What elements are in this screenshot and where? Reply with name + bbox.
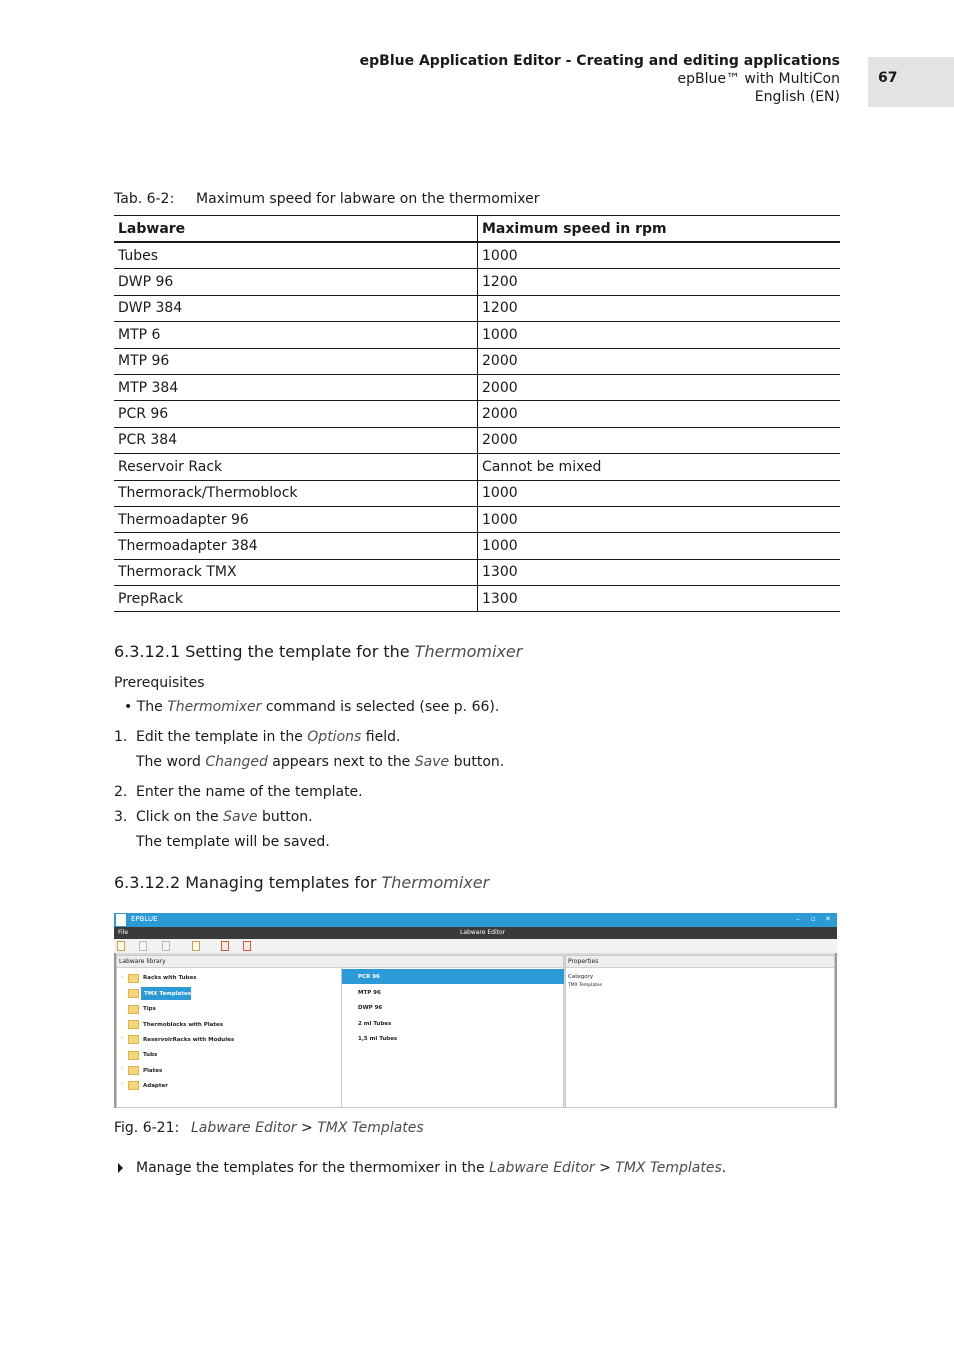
folder-icon: [128, 1081, 139, 1090]
copy-icon[interactable]: [192, 941, 200, 951]
speed-cell: 2000: [478, 374, 841, 400]
app-title-bar: [114, 913, 837, 927]
table-row: [114, 401, 840, 427]
bullet-italic: Thermomixer: [167, 699, 262, 715]
instruction-part: Manage the templates for the thermomixer in the: [136, 1160, 490, 1176]
restore-icon[interactable]: ▫: [811, 915, 816, 923]
menu-bar: [114, 927, 837, 939]
running-header: [360, 52, 840, 106]
step-italic: Save: [223, 809, 258, 825]
speed-cell: 1200: [478, 295, 841, 321]
step-number: 1.: [114, 729, 128, 745]
speed-cell: 1200: [478, 269, 841, 295]
pane-divider: [341, 967, 342, 1108]
table-row: [114, 454, 840, 480]
table-caption-label: Tab. 6-2:: [114, 191, 175, 207]
table-row: [114, 506, 840, 532]
speed-cell: 1000: [478, 322, 841, 348]
step-number: 2.: [114, 784, 128, 800]
folder-icon: [128, 1020, 139, 1029]
step-3-result: The template will be saved.: [136, 834, 330, 850]
folder-icon: [128, 1051, 139, 1060]
instruction-part: .: [721, 1160, 727, 1176]
list-item[interactable]: DWP 96: [358, 1005, 383, 1011]
step-text-end: button.: [257, 809, 313, 825]
step-1: [136, 729, 400, 745]
instruction-italic: Labware Editor: [489, 1160, 595, 1176]
instruction-part: >: [594, 1160, 616, 1176]
instruction-italic: TMX Templates: [615, 1160, 722, 1176]
step-3: [136, 809, 313, 825]
heading-italic: Thermomixer: [414, 642, 523, 661]
folder-icon: [128, 1035, 139, 1044]
labware-cell: MTP 384: [114, 374, 478, 400]
column-header-speed: Maximum speed in rpm: [478, 216, 841, 243]
right-border: [835, 953, 837, 1108]
labware-cell: PCR 96: [114, 401, 478, 427]
speed-cell: 1000: [478, 480, 841, 506]
step-number: 3.: [114, 809, 128, 825]
step-text: Click on the: [136, 809, 224, 825]
figure-label: Fig. 6-21:: [114, 1120, 180, 1136]
section-heading-setting-template: [114, 642, 522, 661]
import-icon[interactable]: [221, 941, 229, 951]
properties-header: Properties: [566, 956, 834, 968]
editor-body: [114, 953, 837, 1108]
labware-cell: Thermorack TMX: [114, 559, 478, 585]
folder-icon: [128, 1005, 139, 1014]
property-label: Category: [568, 974, 594, 980]
table-row: [114, 586, 840, 612]
close-icon[interactable]: ✕: [825, 915, 831, 923]
table-row: [114, 480, 840, 506]
speed-cell: Cannot be mixed: [478, 454, 841, 480]
bullet-text: The: [136, 699, 168, 715]
figure-caption-separator: >: [296, 1120, 318, 1136]
list-item[interactable]: 2 ml Tubes: [358, 1021, 392, 1027]
properties-pane: [565, 955, 835, 1108]
property-value: TMX Templates: [568, 983, 603, 988]
folder-icon: [128, 974, 139, 983]
tree-label: Plates: [143, 1068, 163, 1074]
labware-editor-screenshot: [114, 913, 837, 1108]
figure-caption-part: Labware Editor: [191, 1120, 297, 1136]
page-number: 67: [878, 70, 898, 86]
table-row: [114, 269, 840, 295]
toolbar: [114, 939, 837, 953]
heading-italic: Thermomixer: [381, 873, 490, 892]
labware-cell: PCR 384: [114, 427, 478, 453]
expand-icon[interactable]: ›: [121, 1081, 123, 1087]
labware-cell: Thermoadapter 384: [114, 533, 478, 559]
eppendorf-logo-icon: [116, 914, 126, 926]
table-caption-text: Maximum speed for labware on the thermomixer: [196, 191, 540, 207]
labware-cell: Thermorack/Thermoblock: [114, 480, 478, 506]
table-row: [114, 559, 840, 585]
labware-library-pane: [116, 955, 564, 1108]
labware-cell: MTP 96: [114, 348, 478, 374]
list-item[interactable]: 1,5 ml Tubes: [358, 1036, 398, 1042]
expand-icon[interactable]: ›: [121, 1066, 123, 1072]
app-title: EPBLUE: [131, 915, 158, 923]
minimize-icon[interactable]: –: [796, 915, 800, 923]
speed-cell: 1300: [478, 559, 841, 585]
table-row: [114, 322, 840, 348]
speed-cell: 1300: [478, 586, 841, 612]
delete-icon[interactable]: [162, 941, 170, 951]
tree-label: Thermoblocks with Plates: [143, 1022, 224, 1028]
result-italic: Save: [414, 754, 450, 770]
menu-file[interactable]: File: [118, 929, 129, 936]
bullet-text-end: command is selected (see p. 66).: [261, 699, 500, 715]
save-icon[interactable]: [139, 941, 147, 951]
table-row: [114, 533, 840, 559]
header-product: epBlue™ with MultiCon: [677, 71, 840, 87]
speed-cell: 2000: [478, 427, 841, 453]
header-title: epBlue Application Editor - Creating and editing applications: [359, 53, 840, 69]
action-arrow-icon: [118, 1163, 123, 1173]
result-text: The word: [136, 754, 206, 770]
tree-label: ReservoirRacks with Modules: [143, 1037, 235, 1043]
table-row: [114, 242, 840, 269]
step-text-end: field.: [361, 729, 401, 745]
column-header-labware: Labware: [114, 216, 478, 243]
speed-cell: 1000: [478, 506, 841, 532]
prerequisite-bullet: [124, 699, 499, 715]
tree-label: Racks with Tubes: [143, 975, 197, 981]
speed-cell: 2000: [478, 348, 841, 374]
heading-text: 6.3.12.2 Managing templates for: [114, 873, 382, 892]
figure-caption: [114, 1120, 424, 1136]
step-1-result: [136, 754, 504, 770]
labware-cell: Reservoir Rack: [114, 454, 478, 480]
page-number-box: [868, 57, 954, 107]
list-item[interactable]: MTP 96: [358, 990, 381, 996]
list-item[interactable]: PCR 96: [358, 974, 380, 980]
tree-label: TMX Templates: [144, 991, 192, 997]
table-caption: [114, 191, 540, 207]
header-language: English (EN): [754, 89, 840, 105]
speed-cell: 2000: [478, 401, 841, 427]
tree-label: Tips: [143, 1006, 156, 1012]
bullet-icon: •: [124, 699, 137, 715]
instruction-text: [136, 1160, 726, 1176]
step-2: Enter the name of the template.: [136, 784, 363, 800]
export-icon[interactable]: [243, 941, 251, 951]
expand-icon[interactable]: ›: [121, 1035, 123, 1041]
library-header: Labware library: [117, 956, 563, 968]
new-icon[interactable]: [117, 941, 125, 951]
tree-label: Tubs: [143, 1052, 158, 1058]
labware-cell: Tubes: [114, 242, 478, 269]
speed-cell: 1000: [478, 533, 841, 559]
step-text: Edit the template in the: [136, 729, 308, 745]
labware-cell: DWP 96: [114, 269, 478, 295]
table-row: [114, 374, 840, 400]
speed-cell: 1000: [478, 242, 841, 269]
step-italic: Options: [307, 729, 362, 745]
result-text: appears next to the: [267, 754, 415, 770]
table-header-row: [114, 216, 840, 243]
expand-icon[interactable]: ›: [121, 974, 123, 980]
table-row: [114, 295, 840, 321]
table-row: [114, 348, 840, 374]
labware-cell: PrepRack: [114, 586, 478, 612]
result-italic: Changed: [205, 754, 268, 770]
labware-cell: MTP 6: [114, 322, 478, 348]
section-heading-managing-templates: [114, 873, 489, 892]
figure-caption-part: TMX Templates: [317, 1120, 424, 1136]
tree-label: Adapter: [143, 1083, 168, 1089]
result-text: button.: [449, 754, 505, 770]
folder-icon: [128, 1066, 139, 1075]
labware-cell: Thermoadapter 96: [114, 506, 478, 532]
menu-labware-editor: Labware Editor: [460, 929, 506, 936]
table-row: [114, 427, 840, 453]
speed-table: [114, 215, 840, 612]
prerequisites-label: Prerequisites: [114, 675, 205, 691]
labware-cell: DWP 384: [114, 295, 478, 321]
heading-text: 6.3.12.1 Setting the template for the: [114, 642, 415, 661]
folder-icon: [128, 989, 139, 998]
